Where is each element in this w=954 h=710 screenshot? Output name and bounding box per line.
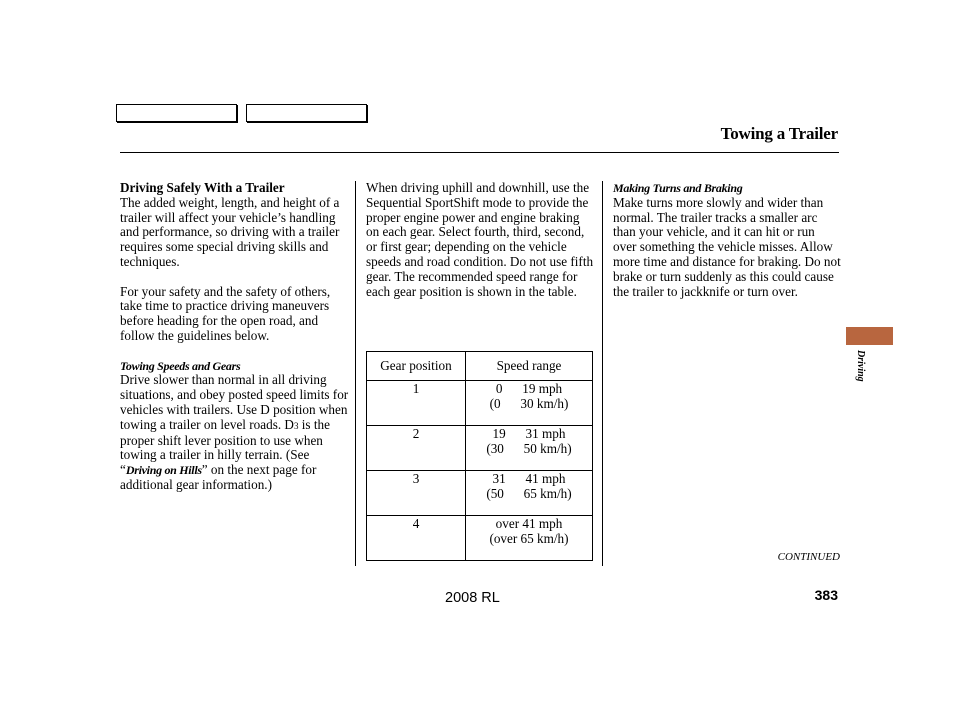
table-row xyxy=(367,516,593,561)
speed-kmh: (over 65 km/h) xyxy=(489,530,569,546)
speeds-text-a: Drive slower than normal in all driving situations, and obey posted speed limits for vehicles with trailers. Use D position when towing a trailer on level roads. D xyxy=(120,372,349,432)
turns-braking-subheading: Making Turns and Braking xyxy=(613,181,743,195)
speed-mph: 19 31 mph xyxy=(492,426,566,441)
speed-cell xyxy=(466,381,593,426)
gear-cell: 4 xyxy=(367,516,466,561)
section-heading: Driving Safely With a Trailer xyxy=(120,180,285,195)
speed-kmh: (0 30 km/h) xyxy=(489,395,569,411)
gear-cell: 1 xyxy=(367,381,466,426)
speed-mph: 31 41 mph xyxy=(492,471,566,486)
turns-braking-paragraph: Make turns more slowly and wider than normal. The trailer tracks a smaller arc than your vehicle, and it can hit or run over something the vehicle misses. Allow more time and distance for braking. Do not brake or turn suddenly as this could cause the trailer to jackknife or turn over. xyxy=(613,194,841,299)
column-divider-1 xyxy=(355,181,356,566)
safety-paragraph: For your safety and the safety of others, take time to practice driving maneuvers before heading for the open road, and follow the guidelines below. xyxy=(120,283,331,343)
towing-speeds-subheading: Towing Speeds and Gears xyxy=(120,358,241,373)
intro-paragraph: The added weight, length, and height of a trailer will affect your vehicle’s handling and performance, so driving with a trailer requires some special driving skills and techniques. xyxy=(120,194,340,269)
left-column xyxy=(120,181,352,493)
speed-cell xyxy=(466,516,593,561)
speed-mph: 0 19 mph xyxy=(495,381,563,396)
towing-speeds-paragraph xyxy=(120,373,352,492)
uphill-paragraph: When driving uphill and downhill, use the Sequential SportShift mode to provide the proper engine power and engine braking on each gear. Select fourth, third, second, or first gear; depending on the vehicle speeds and road condition. Do not use fifth gear. The recommended speed range for each gear position is shown in the table. xyxy=(366,180,594,299)
column-divider-2 xyxy=(602,181,603,566)
speed-cell xyxy=(466,471,593,516)
middle-column xyxy=(366,181,594,299)
right-column xyxy=(613,181,841,299)
footer-model: 2008 RL xyxy=(445,590,500,606)
page-title: Towing a Trailer xyxy=(720,124,838,143)
speeds-text-b: is the proper shift lever position to use when towing a trailer in hilly terrain. (See “ xyxy=(120,416,330,478)
header-gear-position: Gear position xyxy=(367,352,466,381)
section-tab[interactable] xyxy=(846,327,893,345)
speeds-text-c: ” on the next page for additional gear information.) xyxy=(120,462,317,492)
table-row xyxy=(367,426,593,471)
next-page-button[interactable] xyxy=(246,104,367,122)
d3-subscript: 3 xyxy=(293,420,299,431)
driving-on-hills-link[interactable]: Driving on Hills xyxy=(125,463,202,478)
speed-mph: over 41 mph xyxy=(495,516,563,531)
previous-page-button[interactable] xyxy=(116,104,237,122)
header-speed-range: Speed range xyxy=(466,352,593,381)
speed-cell xyxy=(466,426,593,471)
table-row xyxy=(367,381,593,426)
speed-kmh: (30 50 km/h) xyxy=(486,440,572,456)
gear-speed-table xyxy=(366,351,593,561)
continued-label: CONTINUED xyxy=(777,551,840,563)
page-number: 383 xyxy=(814,587,838,603)
table-header-row xyxy=(367,352,593,381)
gear-cell: 3 xyxy=(367,471,466,516)
table-row xyxy=(367,471,593,516)
speed-kmh: (50 65 km/h) xyxy=(486,485,572,501)
title-divider xyxy=(120,152,839,153)
section-tab-label: Driving xyxy=(855,350,866,382)
gear-cell: 2 xyxy=(367,426,466,471)
